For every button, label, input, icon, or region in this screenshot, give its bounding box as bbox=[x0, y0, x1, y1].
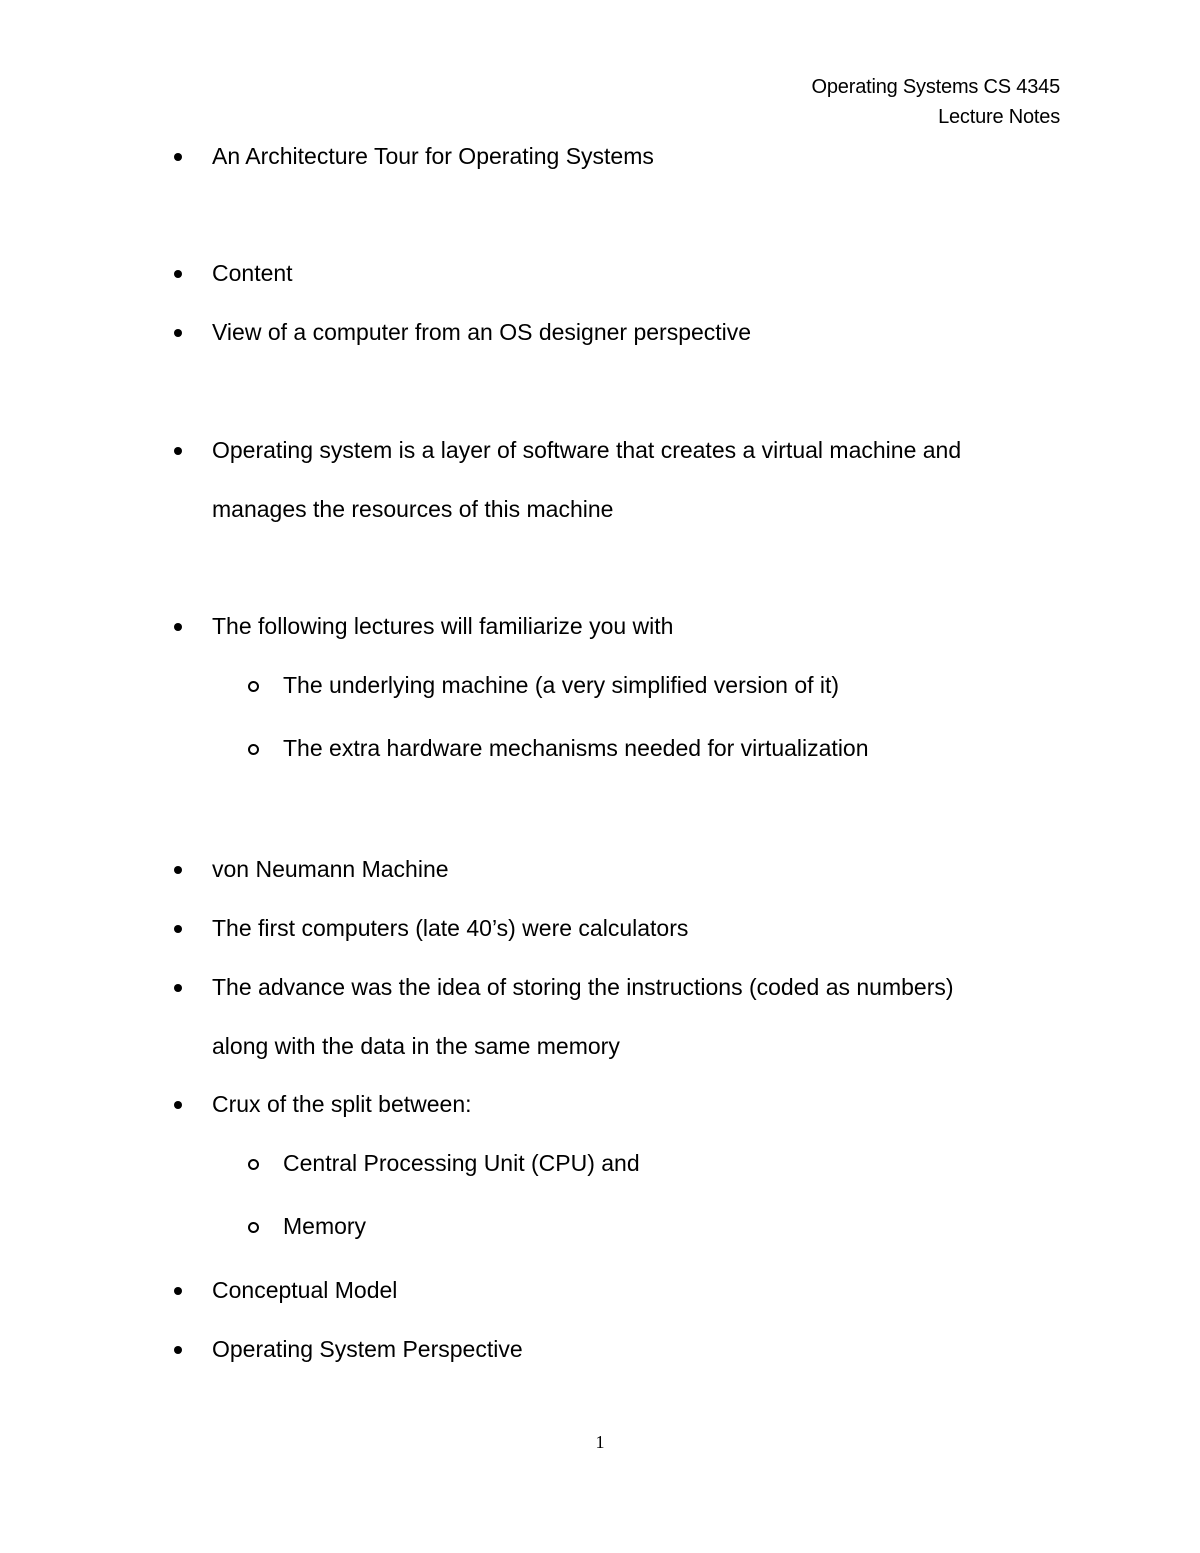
bullet-icon bbox=[174, 329, 182, 337]
list-item-text: von Neumann Machine bbox=[212, 856, 449, 882]
list-item-text: Operating System Perspective bbox=[212, 1336, 523, 1362]
list-item-text: The advance was the idea of storing the instructions (coded as numbers) bbox=[212, 974, 954, 1000]
list-item-text: View of a computer from an OS designer perspective bbox=[212, 319, 752, 345]
hollow-bullet-icon bbox=[248, 744, 259, 755]
lecture-notes-label: Lecture Notes bbox=[938, 106, 1060, 128]
list-item-text: Conceptual Model bbox=[212, 1277, 398, 1303]
bullet-icon bbox=[174, 984, 182, 992]
hollow-bullet-icon bbox=[248, 681, 259, 692]
list-item-text: Operating system is a layer of software that creates a virtual machine and bbox=[212, 437, 962, 463]
list-item-continuation: along with the data in the same memory bbox=[212, 1033, 620, 1059]
hollow-bullet-icon bbox=[248, 1222, 259, 1233]
sub-list-item-text: Central Processing Unit (CPU) and bbox=[283, 1150, 640, 1176]
bullet-icon bbox=[174, 866, 182, 874]
list-item-continuation: manages the resources of this machine bbox=[212, 496, 614, 522]
bullet-icon bbox=[174, 1101, 182, 1109]
list-item-text: An Architecture Tour for Operating Systems bbox=[212, 143, 654, 169]
bullet-icon bbox=[174, 447, 182, 455]
bullet-icon bbox=[174, 153, 182, 161]
page-header bbox=[812, 72, 1060, 132]
list-item-text: The first computers (late 40’s) were calculators bbox=[212, 915, 689, 941]
page-number: 1 bbox=[595, 1432, 605, 1452]
sub-list-item-text: The extra hardware mechanisms needed for virtualization bbox=[283, 735, 869, 761]
hollow-bullet-icon bbox=[248, 1159, 259, 1170]
list-item-text: The following lectures will familiarize you with bbox=[212, 613, 674, 639]
sub-list-item-text: The underlying machine (a very simplified version of it) bbox=[283, 672, 840, 698]
bullet-icon bbox=[174, 1346, 182, 1354]
bullet-icon bbox=[174, 623, 182, 631]
sub-list-item-text: Memory bbox=[283, 1213, 367, 1239]
bullet-icon bbox=[174, 270, 182, 278]
list-item-text: Crux of the split between: bbox=[212, 1091, 472, 1117]
bullet-icon bbox=[174, 925, 182, 933]
course-title: Operating Systems CS 4345 bbox=[811, 76, 1060, 98]
bullet-icon bbox=[174, 1287, 182, 1295]
list-item-text: Content bbox=[212, 260, 293, 286]
